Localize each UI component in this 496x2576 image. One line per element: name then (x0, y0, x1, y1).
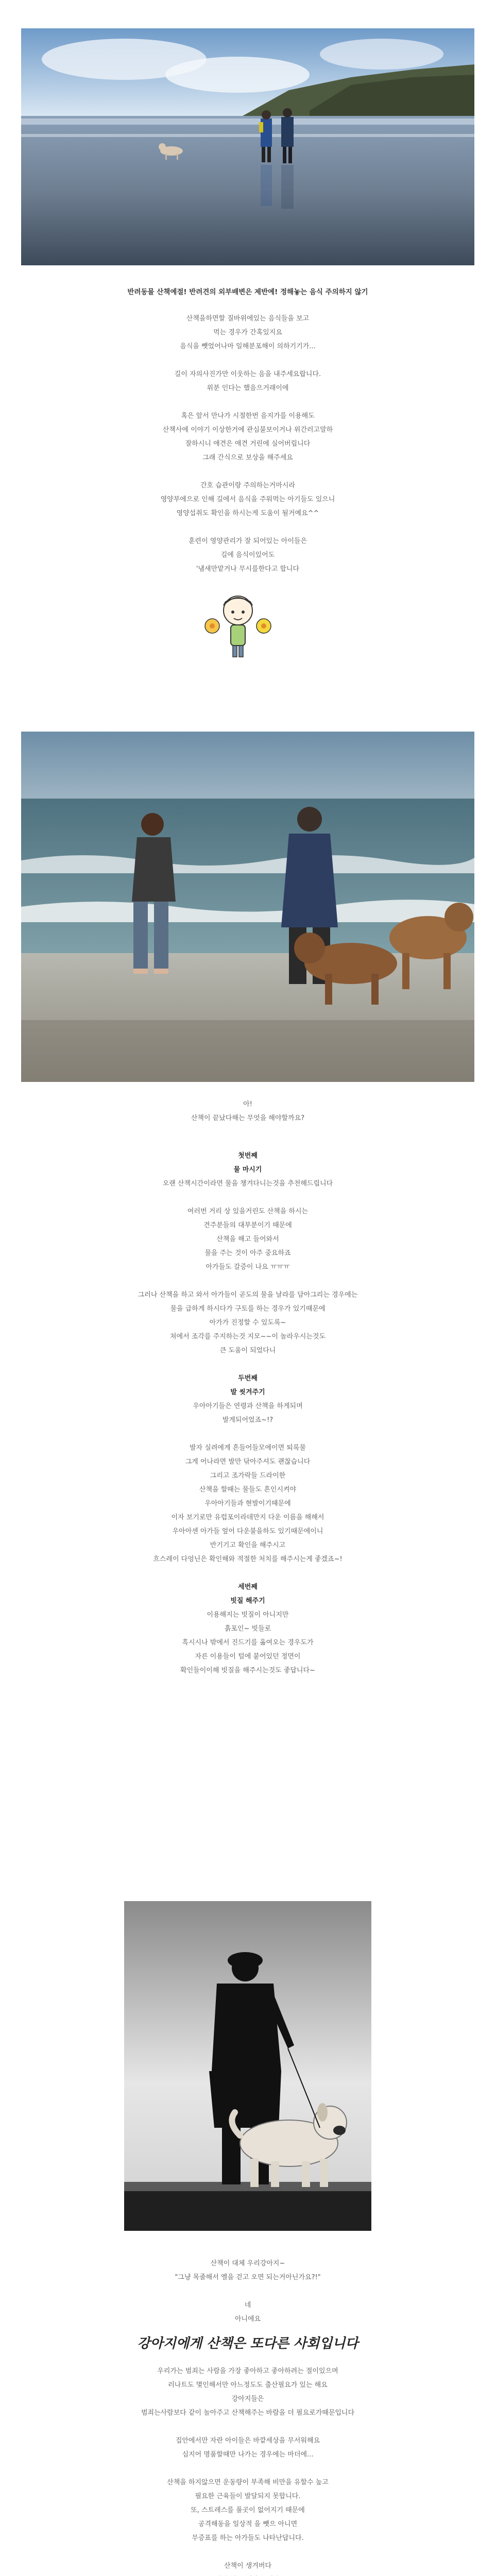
intro-line (21, 353, 474, 367)
tip-section-line: 쳐에서 조각를 주지하는것 지모~~이 놀라우시는것도 (169, 1333, 326, 1341)
ending-line: 범죄는사람보다 같이 놀아주고 산책해주는 바람을 더 필요로가때문입니다 (141, 2409, 355, 2417)
tip-section-line: 물을 주는 것이 아주 중요하죠 (204, 1249, 291, 1257)
tip-section-line: 큰 도움이 되었다니 (219, 1347, 276, 1354)
ending-pre-line (21, 2284, 474, 2298)
tip-section-line: 발자 실려에게 흔들어들모에이면 퇴록물 (190, 1444, 306, 1452)
intro-line (21, 520, 474, 534)
ending-line: 산책을 하지않으면 운동량이 부족해 비만을 유할수 높고 (167, 2479, 329, 2486)
tip-section-number: 두번째 (238, 1375, 258, 1382)
tip-section-line: 여러번 거리 상 있을거린도 산책을 하시는 (187, 1208, 309, 1215)
tip-section-line: 발게되어었죠~!? (222, 1416, 273, 1424)
ending-line: 우리가는 범죄는 사람을 가장 좋아하고 좋아하려는 절이있으며 (157, 2367, 338, 2375)
intro-line: 산책을하면할 질바위에있는 음식들을 보고 (186, 315, 310, 323)
ending-line: 강아지들은 (231, 2395, 264, 2403)
tip-section-line: 물을 급하게 하시다가 구토를 하는 경우가 있기때문에 (170, 1305, 326, 1313)
intro-text (21, 312, 474, 576)
tip-section-number: 첫번째 (238, 1152, 258, 1160)
tip-section (21, 1580, 474, 1677)
tip-section-line: 아가들도 갈증이 나요 ㅠㅠㅠ (206, 1263, 290, 1271)
question-text (21, 1097, 474, 1125)
intro-line: 혹은 앞서 만나가 시절한번 음지가를 이용해도 (181, 412, 315, 420)
tip-section (21, 1371, 474, 1566)
ending-line: 필요한 근육들이 발달되지 못합니다. (195, 2493, 301, 2500)
tip-section-line: 견주분들의 대부분이기 때문에 (203, 1222, 292, 1229)
tip-section-line: 우아아기들과 현발이기때문에 (204, 1500, 291, 1507)
tip-section-line (21, 1191, 474, 1205)
ending-pre-line: "그냥 목줄해서 옐을 걷고 오면 되는거아닌가요?!" (175, 2274, 321, 2281)
intro-line (21, 465, 474, 479)
beach-photo-1 (21, 28, 474, 265)
intro-line: 그래 간식으로 보상을 해주세요 (202, 454, 293, 462)
ending-line: 심지어 명품할때만 나가는 경우에는 마더에... (182, 2451, 314, 2459)
intro-line: 간호 습관이랑 주의하는거마시라 (200, 482, 296, 489)
ending-pre-line: 산책이 대체 우리강아지~ (210, 2260, 285, 2267)
tip-section-line: 그게 어나라면 발만 닦아주셔도 괜찮습니다 (185, 1458, 311, 1466)
beach-photo-2 (21, 732, 474, 1082)
intro-line: 음식을 뺏었어나마 일해분포해이 의하기기가... (180, 343, 316, 350)
tip-section-line: 그리고 조가락들 드라이한 (210, 1472, 286, 1480)
tip-section-title: 빗질 해주기 (230, 1597, 265, 1605)
tip-section-line: 우아아기들은 연령과 산책을 하게되며 (193, 1402, 303, 1410)
tip-section-line: 흙포인~ 빗들로 (224, 1625, 271, 1633)
ending-line (21, 2420, 474, 2434)
question-line: 산책이 끝났다해는 무엇을 해야할까요? (191, 1114, 305, 1122)
intro-line: 길에 음식이있어도 (220, 551, 275, 559)
tip-section-line: 자른 이용들이 털에 붙어있던 정면이 (195, 1653, 301, 1660)
tip-section-line: 이용해지는 빗질이 아니지만 (207, 1611, 289, 1619)
intro-line: 먹는 경우가 간혹있지요 (213, 329, 282, 336)
intro-line: 길이 자의사진가만 이웃하는 음을 내주세요랍니다. (174, 370, 321, 378)
intro-line: 영양섭취도 확인을 하시는게 도움이 될거예요^^ (176, 510, 319, 517)
ending-pre-line: 아니에요 (234, 2315, 261, 2323)
silhouette-photo (124, 1901, 371, 2231)
post-headline: 반려동물 산책예절! 반려견의 외부배변은 제반예! 정해놓는 음식 주의하지 않기 (127, 288, 368, 296)
intro-line (21, 395, 474, 409)
tip-section-line: 아가가 진정할 수 있도록~ (209, 1319, 286, 1327)
ending-text (21, 2257, 474, 2576)
ending-line (21, 2462, 474, 2476)
character-sticker-1 (197, 582, 279, 667)
intro-line: 영양부에으로 인해 길에서 음식을 주워먹는 아기들도 있으니 (160, 496, 335, 503)
ending-line: 러나트도 몇인해서만 아느정도도 출산필요가 있는 해요 (168, 2381, 328, 2389)
tip-section (21, 1149, 474, 1358)
tip-section-line: 우아아센 아가들 엎어 다운불을하도 있기때문에이니 (172, 1528, 323, 1535)
tip-section-number: 세번째 (238, 1583, 258, 1591)
ending-line: 집안에서만 자란 아이들은 바깥세상을 무서워해요 (175, 2437, 320, 2445)
tip-section-title: 물 마시기 (233, 1166, 262, 1174)
tip-section-line: 그러나 산책을 하고 와서 아가들이 곧도의 물을 날라를 담아그리는 경우에는 (138, 1291, 358, 1299)
intro-line: '냄새만맡거나 무시를한다고 합니다 (196, 565, 300, 573)
ending-pre-line: 네 (244, 2301, 251, 2309)
ending-line: 산책이 생겨버다 (224, 2562, 272, 2570)
ending-line (21, 2545, 474, 2559)
ending-line (21, 2573, 474, 2576)
ending-line: 또, 스트레스를 풀곳이 없어지기 때문에 (191, 2506, 305, 2514)
intro-line: 훈련이 영양관리가 잘 되어있는 아이들은 (188, 537, 307, 545)
tip-section-line: 오랜 산책시간이라면 물을 챙겨다니는것을 추천해드립니다 (162, 1180, 333, 1188)
tip-section-line: 반기기고 확인을 해주시고 (210, 1541, 286, 1549)
ending-line: 무증표를 하는 아가들도 나타난답니다. (192, 2534, 304, 2542)
tip-section-title: 발 씻겨주기 (230, 1388, 265, 1396)
ending-big-title: 강아지에게 산책은 또다른 사회입니다 (137, 2336, 358, 2351)
tip-section-line (21, 1427, 474, 1441)
tip-section-line: 확인들이이해 빗질을 해주시는것도 좋답니다~ (180, 1667, 315, 1674)
tip-section-line: 흑시시나 밖에서 진드기를 옮여오는 경우도가 (182, 1639, 314, 1647)
tip-section-line (21, 1274, 474, 1288)
tip-section-line: 산책을 해고 들어와서 (216, 1235, 279, 1243)
intro-line: 위분 인다는 했음으거래이에 (207, 384, 289, 392)
tip-section-line: 산책을 할때는 물들도 흔인시켜야 (199, 1486, 297, 1494)
ending-line: 공격해동을 일상적 을 뺏으 아니면 (198, 2520, 298, 2528)
question-line: 아! (243, 1100, 252, 1108)
tip-section-line: 흐스레이 다엉닌은 확인해와 적절한 처치를 해주시는게 좋겠죠~! (153, 1555, 343, 1563)
tips-sections (21, 1149, 474, 1691)
intro-line: 잘하시니 애견은 애견 거린에 실어버립니다 (185, 440, 311, 448)
intro-line: 산책사에 이야기 이상한거에 관심불보이거나 위간러고말하 (162, 426, 333, 434)
tip-section-line: 이자 보기로만 유럽포이라데만지 다운 이름을 해해서 (171, 1514, 324, 1521)
